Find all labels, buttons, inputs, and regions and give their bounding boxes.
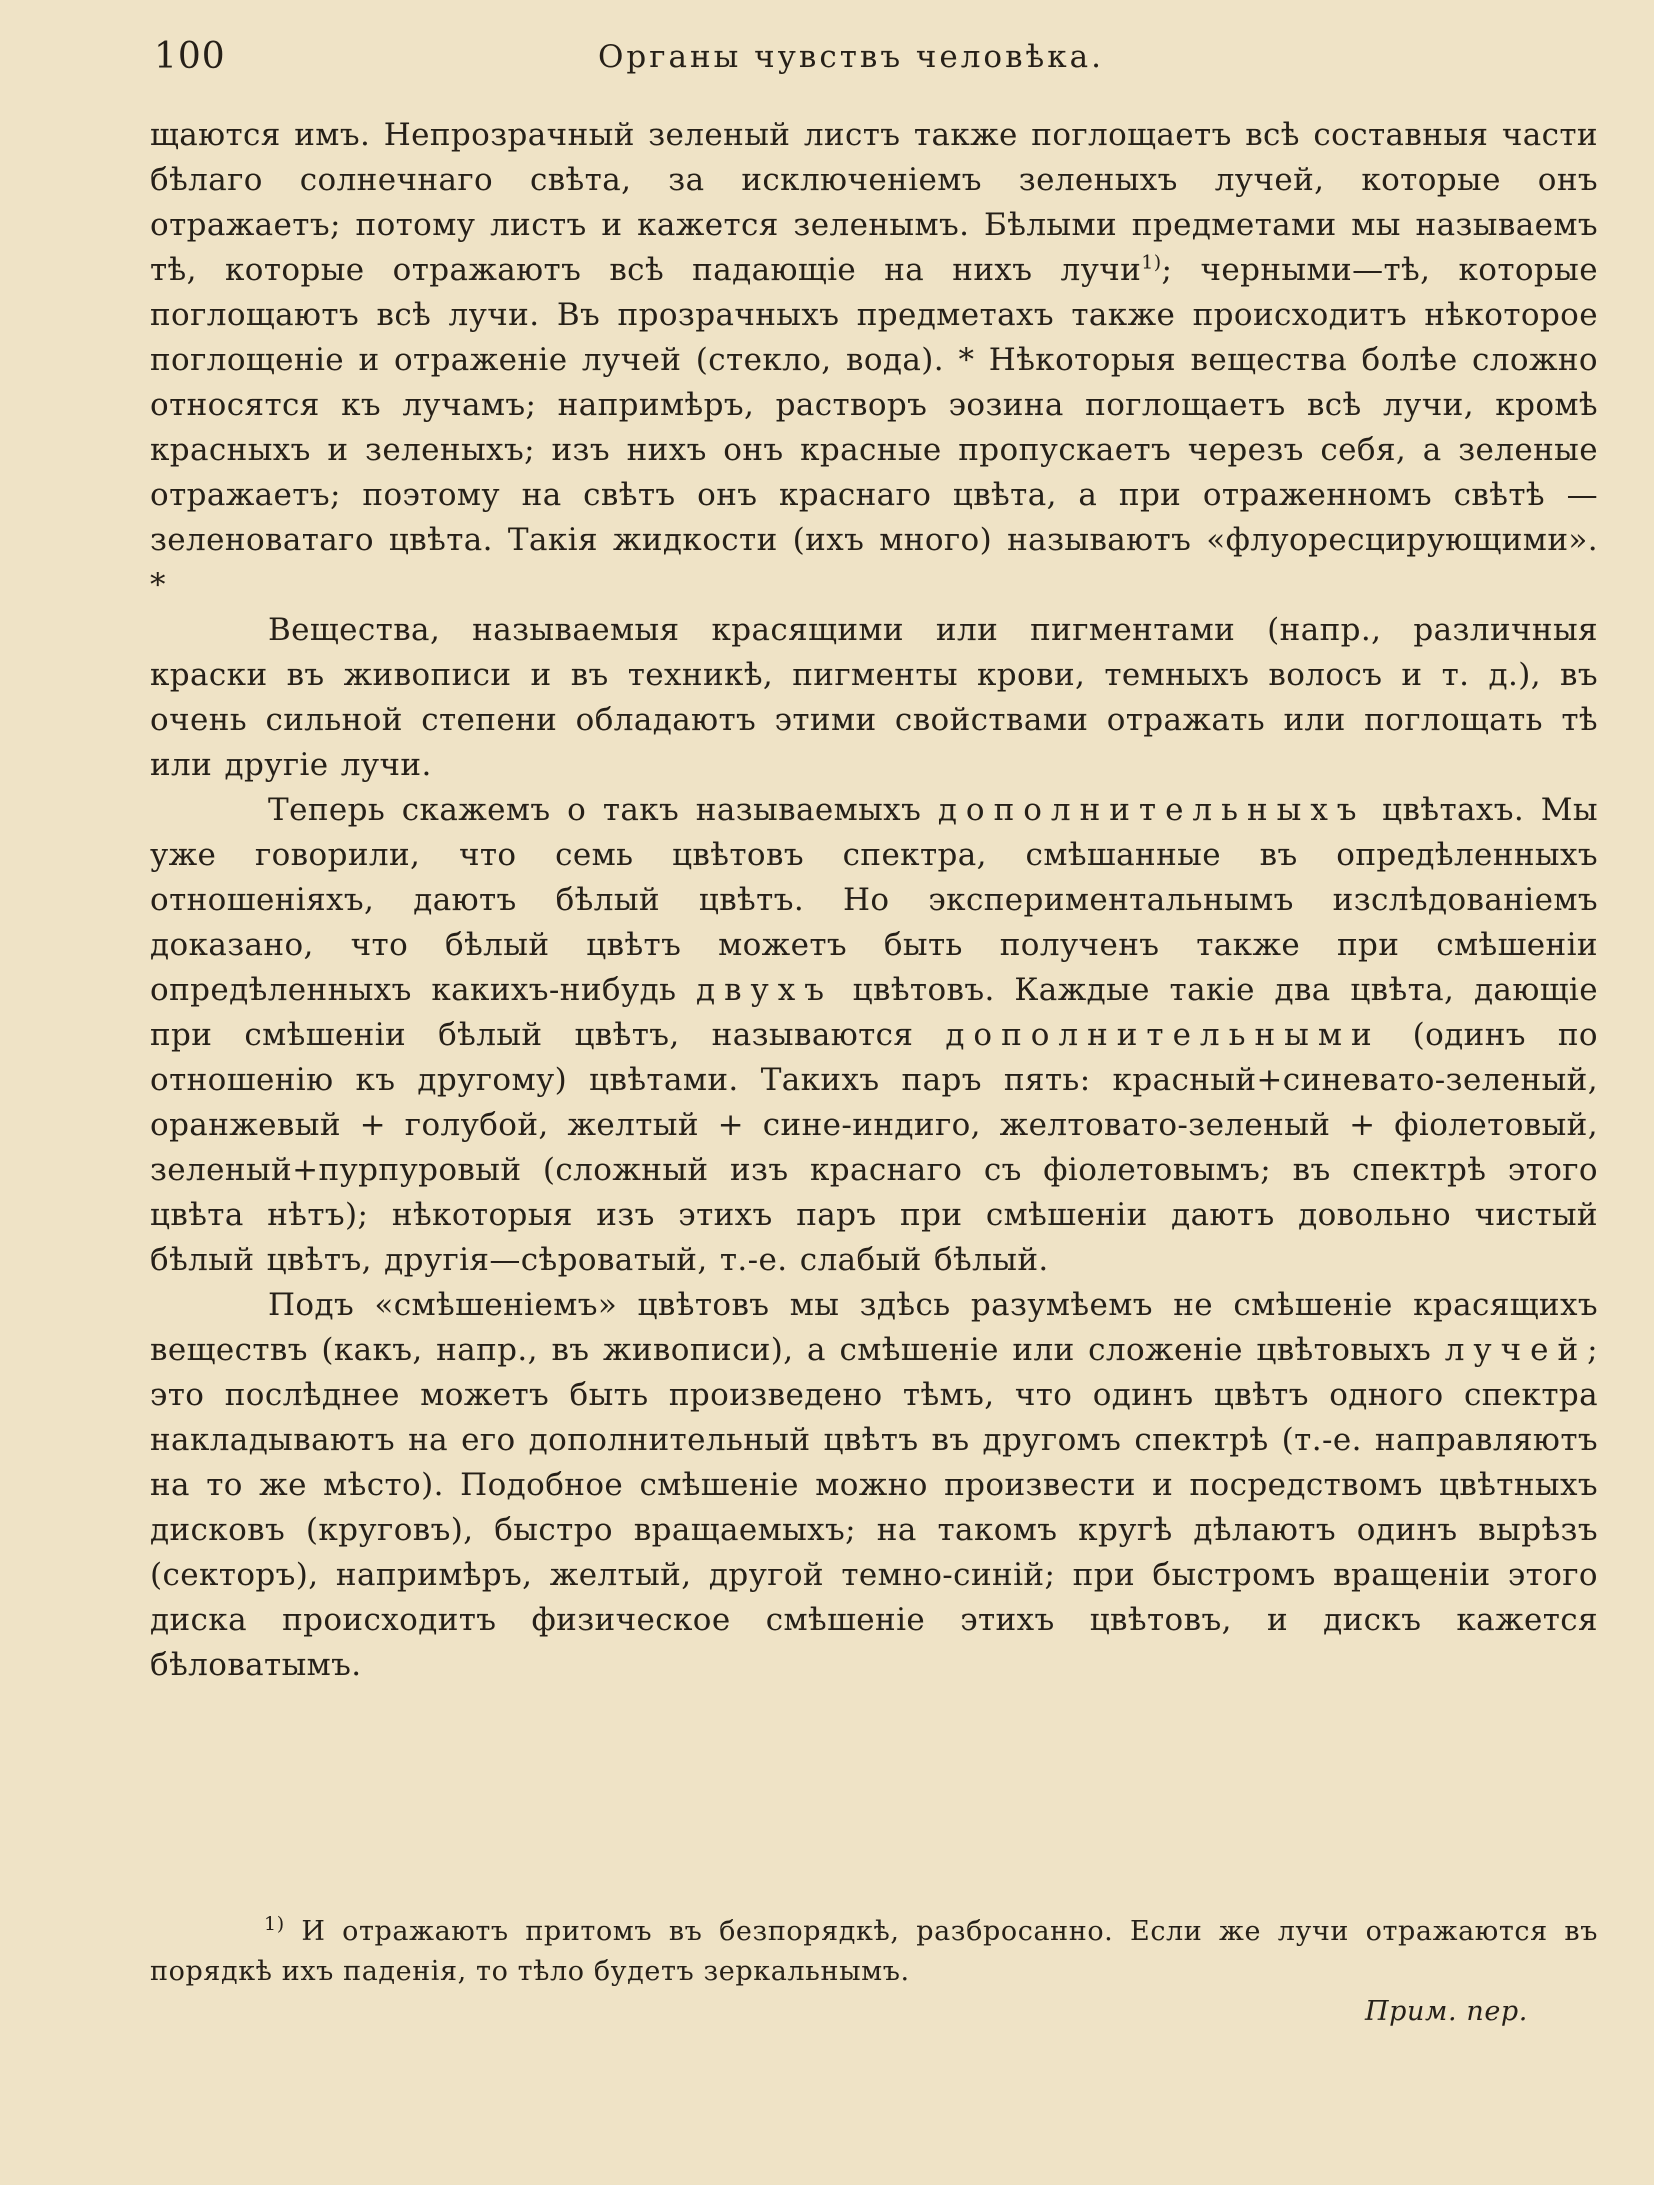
footnotes bbox=[150, 1912, 1598, 2032]
paragraph-2: Вещества, называемыя красящими или пигментами (напр., различныя краски въ живописи и въ техникѣ, пигменты крови, темныхъ волосъ и т. д.), въ очень сильной степени обладаютъ этими свойствами отражать или поглощать тѣ или другіе лучи. bbox=[150, 612, 1598, 783]
page-number: 100 bbox=[154, 36, 226, 77]
paragraph-1-text-before: щаются имъ. Непрозрачный зеленый листъ также поглощаетъ всѣ составныя части бѣлаго солнечнаго свѣта, за исключеніемъ зеленыхъ лучей, которые онъ отражаетъ; потому листъ и кажется зеленымъ. Бѣлыми предметами мы называемъ тѣ, которые отражаютъ всѣ падающіе на нихъ лучи bbox=[150, 117, 1598, 288]
running-head: Органы чувствъ человѣка. bbox=[598, 39, 1104, 75]
paragraph-1 bbox=[150, 113, 1598, 608]
paragraph-3-text-3: цвѣтовъ. Каждые такіе два цвѣта, дающіе при смѣшеніи бѣлый цвѣтъ, называются bbox=[150, 972, 1598, 1053]
spaced-term-dopolnitelnykh: дополнительныхъ bbox=[937, 792, 1366, 828]
paragraph-3-text-2: цвѣтахъ. Мы уже говорили, что семь цвѣтовъ спектра, смѣшанные въ опредѣленныхъ отношеніяхъ, даютъ бѣлый цвѣтъ. Но экспериментальнымъ изслѣдованіемъ доказано, что бѣлый цвѣтъ можетъ быть полученъ также при смѣшеніи опредѣленныхъ какихъ-нибудь bbox=[150, 792, 1598, 1008]
footnote-text: И отражаютъ притомъ въ безпорядкѣ, разбросанно. Если же лучи отражаются въ порядкѣ ихъ паденія, то тѣло будетъ зеркальнымъ. bbox=[150, 1916, 1598, 1987]
footnote-signature: Прим. пер. bbox=[1364, 1996, 1528, 2027]
page-header bbox=[148, 32, 1598, 82]
paragraph-4 bbox=[150, 1283, 1598, 1688]
footnote-reference: 1) bbox=[1141, 251, 1162, 274]
spaced-term-dvukh: двухъ bbox=[696, 972, 833, 1008]
paragraph-4-text-2: ; это послѣднее можетъ быть произведено тѣмъ, что одинъ цвѣтъ одного спектра накладываютъ на его дополнительный цвѣтъ въ другомъ спектрѣ (т.-е. направляютъ на то же мѣсто). Подобное смѣшеніе можно произвести и посредствомъ цвѣтныхъ дисковъ (круговъ), быстро вращаемыхъ; на такомъ кругѣ дѣлаютъ одинъ вырѣзъ (секторъ), напримѣръ, желтый, другой темно-синій; при быстромъ вращеніи этого диска происходитъ физическое смѣшеніе этихъ цвѣтовъ, и дискъ кажется бѣловатымъ. bbox=[150, 1332, 1598, 1683]
footnote-mark: 1) bbox=[264, 1913, 285, 1935]
paragraph-3-text-4: (одинъ по отношенію къ другому) цвѣтами. Такихъ паръ пять: красный+синевато-зеленый, оранжевый + голубой, желтый + сине-индиго, желтовато-зеленый + фіолетовый, зеленый+пурпуровый (сложный изъ краснаго съ фіолетовымъ; въ спектрѣ этого цвѣта нѣтъ); нѣкоторыя изъ этихъ паръ при смѣшеніи даютъ довольно чистый бѣлый цвѣтъ, другія—сѣроватый, т.-е. слабый бѣлый. bbox=[150, 1017, 1598, 1278]
paragraph-3 bbox=[150, 788, 1598, 1283]
spaced-term-luchei: лучей bbox=[1444, 1332, 1588, 1368]
body-text bbox=[150, 113, 1598, 1688]
footnote-1 bbox=[150, 1912, 1598, 1992]
paragraph-3-text-1: Теперь скажемъ о такъ называемыхъ bbox=[268, 792, 938, 828]
spaced-term-dopolnitelnymi: дополнительными bbox=[945, 1017, 1381, 1053]
paragraph-1-text-after: ; черными—тѣ, которые поглощаютъ всѣ лучи. Въ прозрачныхъ предметахъ также происходитъ нѣкоторое поглощеніе и отраженіе лучей (стекло, вода). * Нѣкоторыя вещества болѣе сложно относятся къ лучамъ; напримѣръ, растворъ эозина поглощаетъ всѣ лучи, кромѣ красныхъ и зеленыхъ; изъ нихъ онъ красные пропускаетъ черезъ себя, а зеленые отражаетъ; поэтому на свѣтъ онъ краснаго цвѣта, а при отраженномъ свѣтѣ — зеленоватаго цвѣта. Такія жидкости (ихъ много) называютъ «флуоресцирующими». * bbox=[150, 252, 1598, 603]
paragraph-4-text-1: Подъ «смѣшеніемъ» цвѣтовъ мы здѣсь разумѣемъ не смѣшеніе красящихъ веществъ (какъ, напр., въ живописи), а смѣшеніе или сложеніе цвѣтовыхъ bbox=[150, 1287, 1598, 1368]
